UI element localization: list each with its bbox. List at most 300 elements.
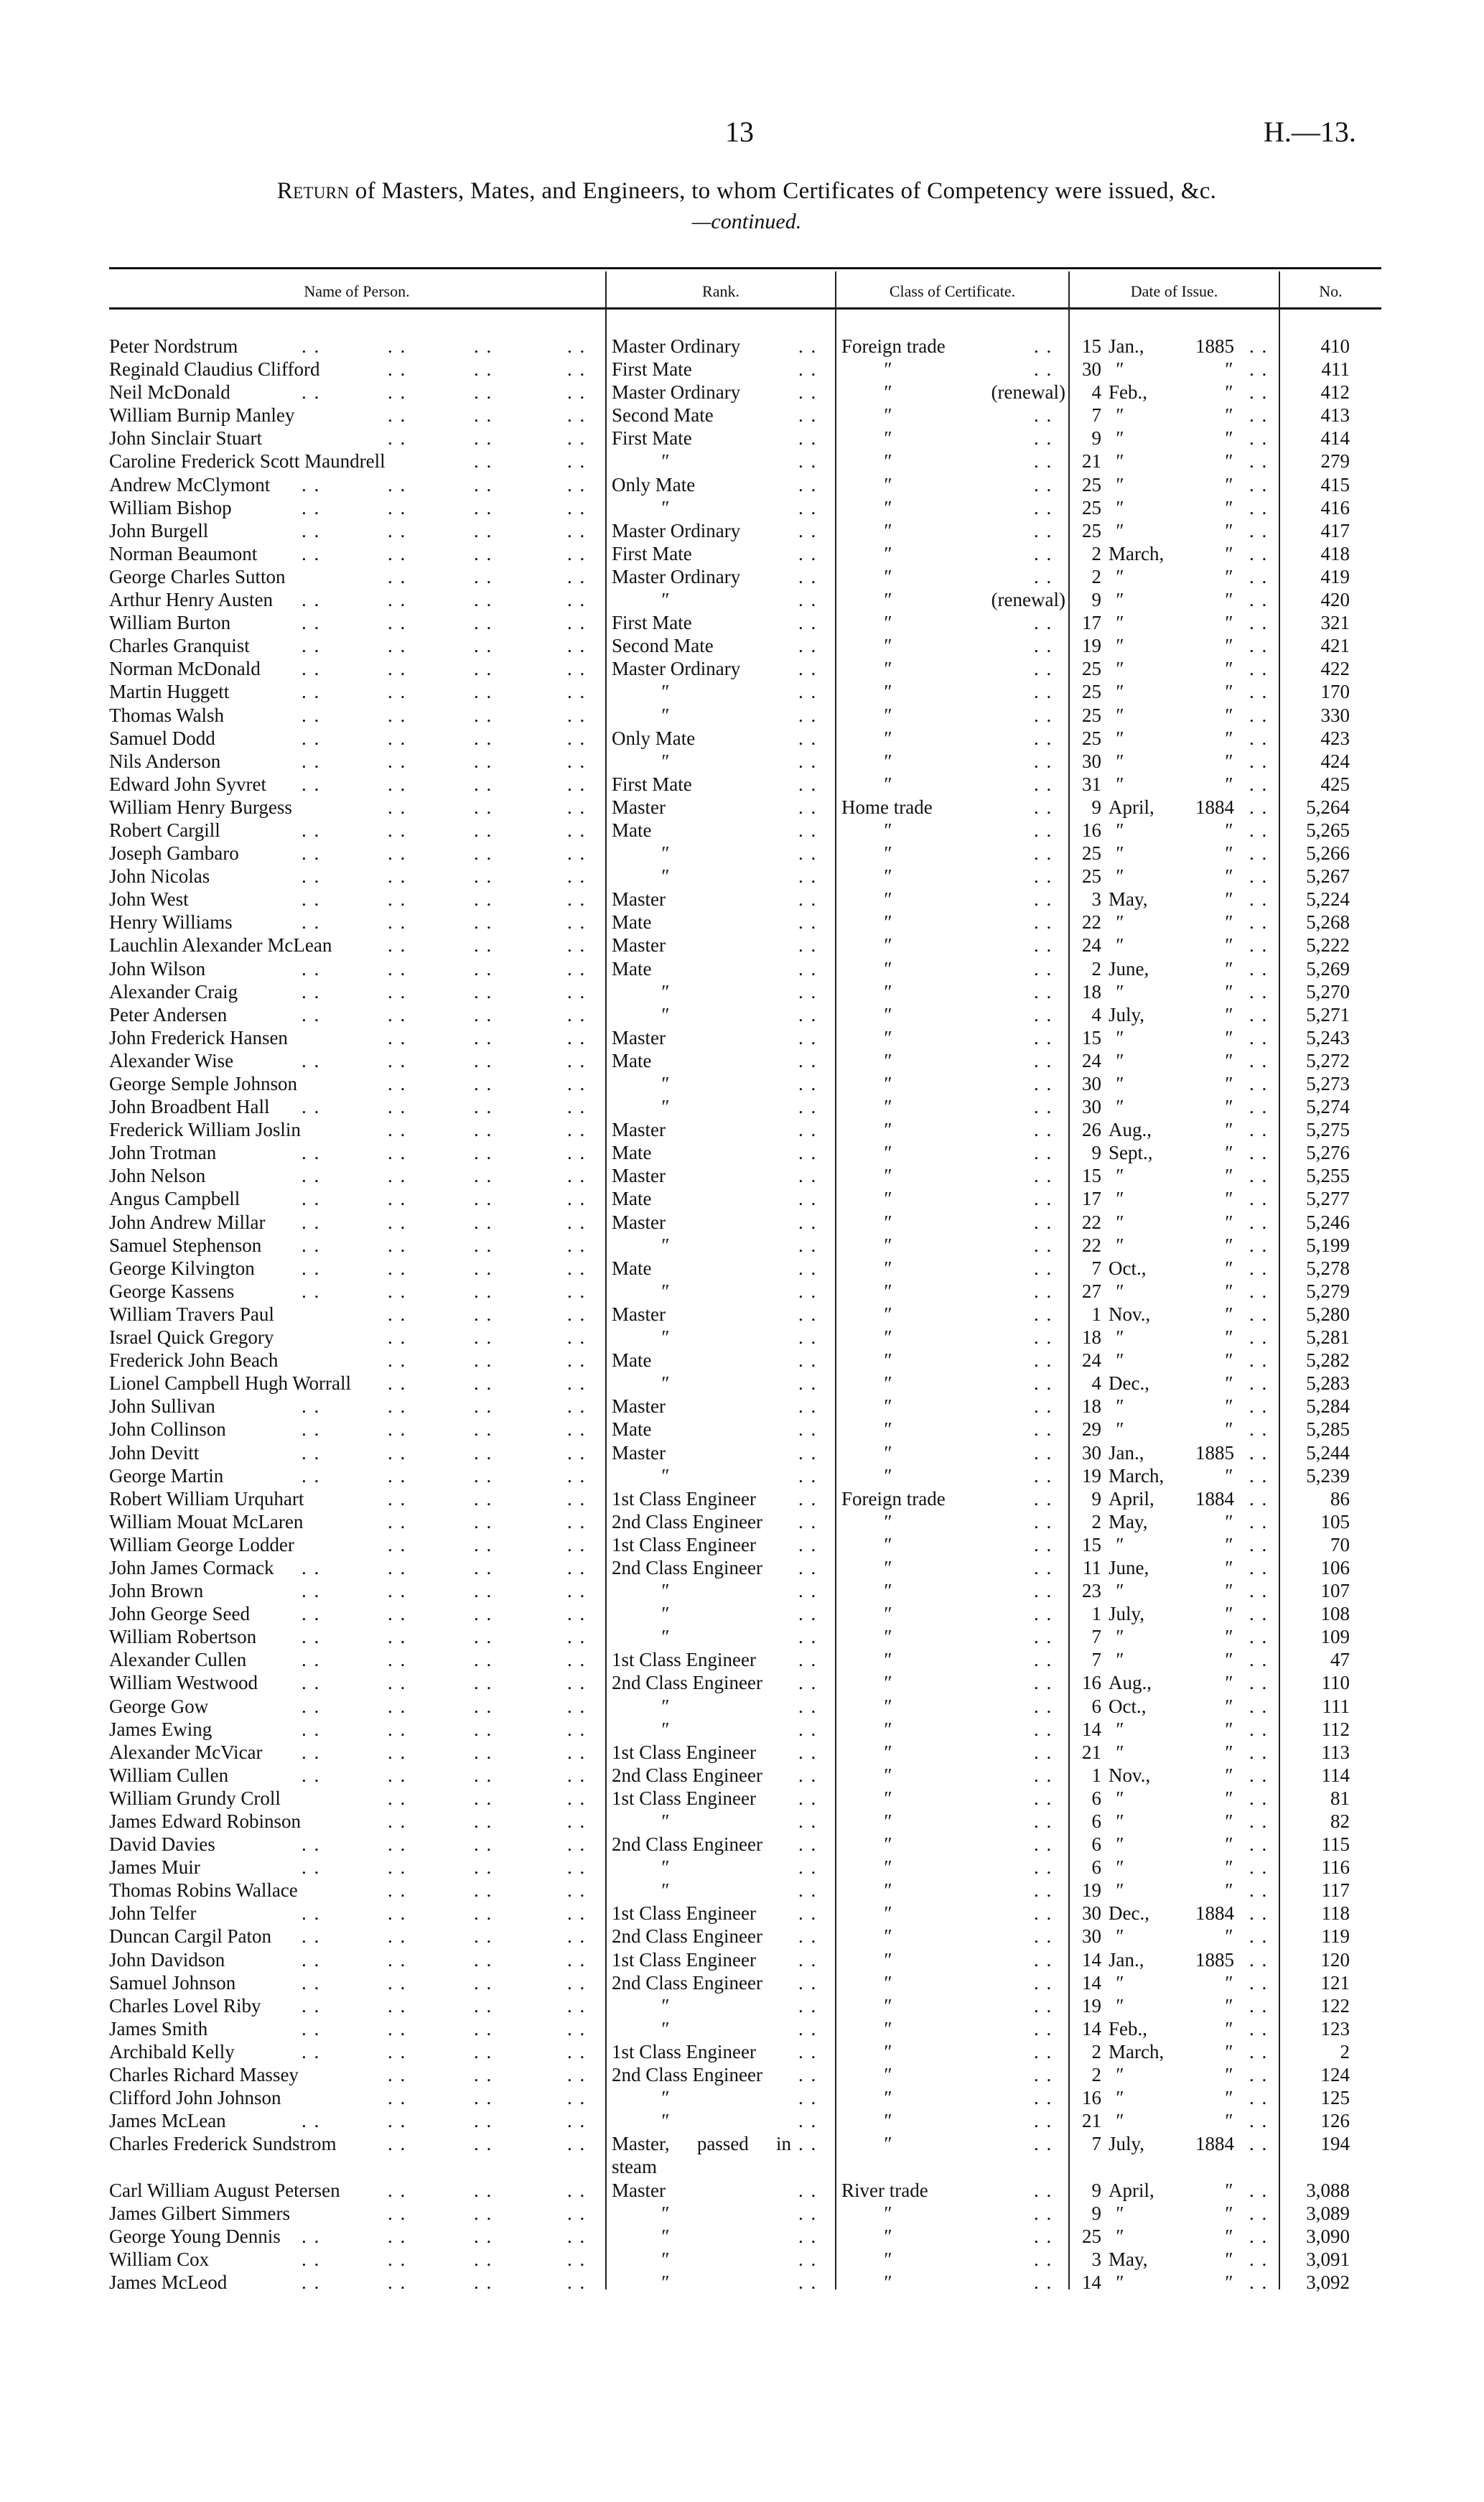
issue-day: 1 — [1091, 1764, 1101, 1786]
certificate-class: ″ — [884, 1188, 892, 1210]
dot-leader: . . — [474, 1833, 493, 1856]
dot-leader: . . — [302, 1441, 321, 1464]
issue-day: 2 — [1091, 542, 1101, 564]
certificate-class: ″ — [884, 2040, 892, 2062]
rank: ″ — [661, 865, 670, 888]
dot-leader: . . — [388, 1326, 407, 1349]
dot-leader: . . — [388, 1764, 407, 1786]
dot-leader: . . — [302, 980, 321, 1003]
dot-leader: . . — [474, 427, 493, 450]
issue-year: ″ — [1225, 542, 1233, 564]
issue-year: ″ — [1225, 2040, 1233, 2062]
issue-month: Oct., — [1109, 1257, 1147, 1279]
person-name: William Robertson — [109, 1626, 257, 1648]
dot-leader: . . — [474, 1510, 493, 1533]
issue-day: 7 — [1091, 2133, 1101, 2155]
certificate-number: 3,091 — [1306, 2248, 1350, 2270]
issue-day: 19 — [1082, 635, 1101, 657]
dot-leader: . . — [1034, 1349, 1053, 1372]
person-name: Edward John Syvret — [109, 773, 266, 795]
dot-leader: . . — [302, 1741, 321, 1763]
person-name: William Burnip Manley — [109, 404, 295, 427]
issue-day: 4 — [1091, 1003, 1101, 1026]
dot-leader: . . — [567, 473, 587, 496]
dot-leader: . . — [1249, 542, 1269, 564]
issue-month: Nov., — [1109, 1764, 1151, 1786]
title-continued: —continued. — [691, 210, 802, 233]
person-name: Norman McDonald — [109, 658, 261, 680]
dot-leader: . . — [567, 450, 587, 473]
dot-leader: . . — [302, 1142, 321, 1164]
rank: First Mate — [612, 773, 692, 795]
certificate-class: ″ — [884, 473, 892, 496]
table-row — [0, 519, 1484, 542]
table-row — [0, 1464, 1484, 1487]
table-row — [0, 796, 1484, 819]
dot-leader: . . — [1034, 1833, 1053, 1856]
table-row — [0, 1049, 1484, 1072]
issue-year: ″ — [1225, 681, 1233, 703]
issue-year: ″ — [1225, 1764, 1233, 1786]
dot-leader: . . — [567, 1580, 587, 1602]
dot-leader: . . — [302, 635, 321, 657]
certificate-class: ″ — [884, 612, 892, 634]
dot-leader: . . — [1034, 1925, 1053, 1948]
issue-day: 19 — [1082, 1464, 1101, 1487]
dot-leader: . . — [1249, 519, 1269, 541]
dot-leader: . . — [567, 1464, 587, 1487]
dot-leader: . . — [798, 1994, 818, 2017]
dot-leader: . . — [567, 1902, 587, 1925]
rank: ″ — [661, 980, 670, 1003]
dot-leader: . . — [1034, 796, 1053, 818]
dot-leader: . . — [567, 1372, 587, 1395]
person-name: Thomas Robins Wallace — [109, 1879, 298, 1902]
rank: 2nd Class Engineer — [612, 1556, 762, 1578]
rank: Only Mate — [612, 473, 696, 496]
table-row — [0, 704, 1484, 727]
issue-year: ″ — [1225, 911, 1233, 934]
certificate-number: 110 — [1321, 1672, 1350, 1694]
rank: 2nd Class Engineer — [612, 1672, 762, 1694]
dot-leader: . . — [474, 704, 493, 726]
person-name: John West — [109, 888, 189, 911]
dot-leader: . . — [798, 1119, 818, 1141]
dot-leader: . . — [567, 773, 587, 795]
issue-day: 9 — [1091, 1142, 1101, 1164]
issue-month: ″ — [1116, 589, 1124, 611]
dot-leader: . . — [1034, 1303, 1053, 1325]
issue-day: 9 — [1091, 427, 1101, 450]
issue-month: March, — [1109, 1464, 1165, 1487]
person-name: John Nelson — [109, 1165, 206, 1187]
issue-year: ″ — [1225, 1925, 1233, 1948]
dot-leader: . . — [302, 1902, 321, 1925]
issue-day: 22 — [1082, 1234, 1101, 1256]
dot-leader: . . — [474, 1441, 493, 1464]
issue-month: ″ — [1116, 2064, 1124, 2086]
dot-leader: . . — [1249, 750, 1269, 772]
issue-day: 30 — [1082, 1925, 1101, 1948]
dot-leader: . . — [388, 2110, 407, 2132]
person-name: John Andrew Millar — [109, 1211, 266, 1233]
dot-leader: . . — [567, 2064, 587, 2086]
dot-leader: . . — [567, 1487, 587, 1510]
dot-leader: . . — [567, 934, 587, 957]
certificate-class: ″ — [884, 496, 892, 518]
dot-leader: . . — [1034, 1764, 1053, 1786]
dot-leader: . . — [567, 519, 587, 541]
dot-leader: . . — [474, 1994, 493, 2017]
issue-year: ″ — [1225, 1533, 1233, 1555]
dot-leader: . . — [388, 612, 407, 634]
issue-year: ″ — [1225, 612, 1233, 634]
table-row — [0, 888, 1484, 911]
rank: Mate — [612, 1257, 652, 1279]
table-row — [0, 1441, 1484, 1464]
dot-leader: . . — [1034, 1533, 1053, 1555]
dot-leader: . . — [1249, 658, 1269, 680]
dot-leader: . . — [474, 1372, 493, 1395]
dot-leader: . . — [567, 1003, 587, 1026]
rank: ″ — [661, 1810, 670, 1832]
dot-leader: . . — [302, 1580, 321, 1602]
dot-leader: . . — [1034, 1626, 1053, 1648]
dot-leader: . . — [302, 819, 321, 841]
rank: ″ — [661, 2248, 670, 2270]
person-name: Thomas Walsh — [109, 704, 225, 726]
dot-leader: . . — [798, 1372, 818, 1395]
certificate-number: 5,285 — [1306, 1418, 1350, 1441]
certificate-number: 410 — [1320, 335, 1350, 357]
dot-leader: . . — [798, 1073, 818, 1094]
certificate-class: ″ — [884, 1787, 892, 1809]
dot-leader: . . — [302, 1603, 321, 1625]
table-row — [0, 1625, 1484, 1648]
table-row — [0, 2225, 1484, 2248]
issue-day: 6 — [1091, 1810, 1101, 1832]
table-row — [0, 1787, 1484, 1810]
issue-month: Oct., — [1109, 1695, 1147, 1717]
person-name: John Sinclair Stuart — [109, 427, 262, 450]
dot-leader: . . — [1034, 496, 1053, 518]
issue-year: ″ — [1225, 842, 1233, 865]
dot-leader: . . — [388, 1441, 407, 1464]
table-row — [0, 588, 1484, 611]
dot-leader: . . — [1034, 335, 1053, 357]
dot-leader: . . — [1034, 2179, 1053, 2201]
table-row — [0, 1095, 1484, 1118]
dot-leader: . . — [388, 1787, 407, 1809]
issue-day: 6 — [1091, 1856, 1101, 1879]
certificate-class: ″ — [884, 842, 892, 865]
dot-leader: . . — [388, 496, 407, 518]
page-number: 13 — [725, 116, 754, 148]
rank: ″ — [661, 1280, 670, 1302]
dot-leader: . . — [798, 934, 818, 957]
person-name: Lionel Campbell Hugh Worrall — [109, 1372, 352, 1395]
dot-leader: . . — [474, 2110, 493, 2132]
issue-month: ″ — [1116, 750, 1124, 772]
dot-leader: . . — [567, 865, 587, 888]
dot-leader: . . — [1249, 1856, 1269, 1879]
certificate-note: (renewal) — [991, 381, 1065, 404]
table-row — [0, 657, 1484, 680]
rank: ″ — [661, 2087, 670, 2109]
dot-leader: . . — [302, 1994, 321, 2017]
dot-leader: . . — [1249, 1349, 1269, 1372]
dot-leader: . . — [567, 2225, 587, 2247]
dot-leader: . . — [388, 773, 407, 795]
issue-day: 15 — [1082, 1533, 1101, 1555]
dot-leader: . . — [798, 1026, 818, 1048]
dot-leader: . . — [798, 1533, 818, 1555]
dot-leader: . . — [1249, 1971, 1269, 1994]
certificate-number: 321 — [1320, 612, 1350, 634]
dot-leader: . . — [1034, 1234, 1053, 1256]
certificate-class: ″ — [884, 1948, 892, 1971]
issue-month: ″ — [1116, 842, 1124, 865]
issue-day: 19 — [1082, 1994, 1101, 2017]
dot-leader: . . — [302, 1234, 321, 1256]
person-name: Charles Frederick Sundstrom — [109, 2133, 337, 2155]
dot-leader: . . — [1034, 473, 1053, 496]
dot-leader: . . — [1249, 496, 1269, 518]
dot-leader: . . — [567, 842, 587, 865]
dot-leader: . . — [798, 1925, 818, 1948]
dot-leader: . . — [388, 957, 407, 980]
certificate-number: 419 — [1320, 565, 1350, 587]
table-row — [0, 335, 1484, 358]
issue-month: ″ — [1116, 358, 1124, 381]
dot-leader: . . — [388, 1833, 407, 1856]
rank: Mate — [612, 957, 652, 980]
issue-year: ″ — [1225, 1211, 1233, 1233]
dot-leader: . . — [567, 635, 587, 657]
issue-day: 3 — [1091, 888, 1101, 911]
certificate-class: ″ — [884, 1003, 892, 1026]
dot-leader: . . — [1034, 2248, 1053, 2270]
issue-month: ″ — [1116, 1049, 1124, 1071]
issue-month: April, — [1109, 796, 1154, 818]
dot-leader: . . — [302, 1948, 321, 1971]
table-row — [0, 358, 1484, 381]
dot-leader: . . — [1249, 1026, 1269, 1048]
issue-month: ″ — [1116, 1718, 1124, 1740]
person-name: William Travers Paul — [109, 1303, 274, 1325]
dot-leader: . . — [474, 519, 493, 541]
issue-year: ″ — [1225, 1003, 1233, 1026]
person-name: John Frederick Hansen — [109, 1026, 288, 1048]
dot-leader: . . — [1249, 2040, 1269, 2062]
dot-leader: . . — [474, 1142, 493, 1164]
dot-leader: . . — [798, 819, 818, 841]
issue-day: 2 — [1091, 957, 1101, 980]
certificate-table — [0, 335, 1484, 2294]
issue-month: ″ — [1116, 1165, 1124, 1187]
certificate-class: ″ — [884, 2202, 892, 2224]
table-row — [0, 1026, 1484, 1049]
dot-leader: . . — [474, 473, 493, 496]
issue-year: ″ — [1225, 980, 1233, 1003]
person-name: Alexander McVicar — [109, 1741, 263, 1763]
dot-leader: . . — [302, 1096, 321, 1118]
dot-leader: . . — [1249, 819, 1269, 841]
issue-day: 22 — [1082, 1211, 1101, 1233]
issue-day: 29 — [1082, 1418, 1101, 1441]
dot-leader: . . — [798, 911, 818, 934]
dot-leader: . . — [798, 1165, 818, 1187]
issue-year: ″ — [1225, 2064, 1233, 2086]
dot-leader: . . — [474, 1718, 493, 1740]
dot-leader: . . — [1034, 1119, 1053, 1141]
dot-leader: . . — [388, 1372, 407, 1395]
dot-leader: . . — [302, 1718, 321, 1740]
dot-leader: . . — [1249, 704, 1269, 726]
person-name: George Kilvington — [109, 1257, 255, 1279]
dot-leader: . . — [388, 1902, 407, 1925]
dot-leader: . . — [1034, 1787, 1053, 1809]
issue-day: 22 — [1082, 911, 1101, 934]
dot-leader: . . — [388, 635, 407, 657]
dot-leader: . . — [1034, 681, 1053, 703]
dot-leader: . . — [798, 1764, 818, 1786]
certificate-number: 3,092 — [1306, 2271, 1350, 2293]
dot-leader: . . — [567, 589, 587, 611]
dot-leader: . . — [798, 565, 818, 587]
dot-leader: . . — [474, 658, 493, 680]
dot-leader: . . — [567, 1741, 587, 1763]
issue-month: July, — [1109, 2133, 1145, 2155]
dot-leader: . . — [388, 1464, 407, 1487]
certificate-class: ″ — [884, 1326, 892, 1349]
dot-leader: . . — [474, 1649, 493, 1671]
issue-year: 1885 — [1195, 1441, 1234, 1464]
dot-leader: . . — [1034, 1418, 1053, 1441]
issue-month: ″ — [1116, 1810, 1124, 1832]
certificate-class: ″ — [884, 1211, 892, 1233]
dot-leader: . . — [302, 519, 321, 541]
dot-leader: . . — [302, 335, 321, 357]
dot-leader: . . — [1034, 1994, 1053, 2017]
issue-day: 23 — [1082, 1580, 1101, 1602]
rank: Master Ordinary — [612, 519, 741, 541]
certificate-class: ″ — [884, 1879, 892, 1902]
issue-year: ″ — [1225, 1580, 1233, 1602]
dot-leader: . . — [567, 1649, 587, 1671]
rank: ″ — [661, 1096, 670, 1118]
certificate-class: ″ — [884, 980, 892, 1003]
dot-leader: . . — [388, 888, 407, 911]
certificate-class: ″ — [884, 635, 892, 657]
certificate-class: ″ — [884, 658, 892, 680]
certificate-number: 113 — [1321, 1741, 1350, 1763]
dot-leader: . . — [1034, 1603, 1053, 1625]
issue-month: Nov., — [1109, 1303, 1151, 1325]
dot-leader: . . — [567, 2248, 587, 2270]
dot-leader: . . — [1034, 957, 1053, 980]
certificate-number: 70 — [1330, 1533, 1350, 1555]
dot-leader: . . — [302, 773, 321, 795]
table-row — [0, 1810, 1484, 1833]
dot-leader: . . — [1249, 1418, 1269, 1441]
dot-leader: . . — [798, 2248, 818, 2270]
dot-leader: . . — [302, 911, 321, 934]
dot-leader: . . — [388, 1142, 407, 1164]
table-row — [0, 2017, 1484, 2040]
certificate-class: ″ — [884, 2017, 892, 2040]
certificate-number: 5,270 — [1306, 980, 1350, 1003]
certificate-number: 5,255 — [1306, 1165, 1350, 1187]
issue-month: March, — [1109, 542, 1165, 564]
dot-leader: . . — [1249, 2271, 1269, 2293]
person-name: Neil McDonald — [109, 381, 230, 404]
dot-leader: . . — [388, 842, 407, 865]
issue-year: ″ — [1225, 865, 1233, 888]
certificate-number: 114 — [1321, 1764, 1350, 1786]
dot-leader: . . — [388, 1418, 407, 1441]
dot-leader: . . — [388, 2248, 407, 2270]
dot-leader: . . — [567, 2087, 587, 2109]
dot-leader: . . — [388, 658, 407, 680]
dot-leader: . . — [798, 1049, 818, 1071]
dot-leader: . . — [388, 404, 407, 427]
rank: ″ — [661, 842, 670, 865]
dot-leader: . . — [798, 2064, 818, 2086]
issue-day: 11 — [1083, 1556, 1101, 1578]
dot-leader: . . — [302, 1649, 321, 1671]
person-name: William Henry Burgess — [109, 796, 292, 818]
dot-leader: . . — [388, 1510, 407, 1533]
dot-leader: . . — [388, 2225, 407, 2247]
table-row — [0, 1902, 1484, 1925]
dot-leader: . . — [388, 934, 407, 957]
issue-day: 18 — [1082, 980, 1101, 1003]
dot-leader: . . — [1249, 1649, 1269, 1671]
dot-leader: . . — [1034, 704, 1053, 726]
dot-leader: . . — [1034, 1395, 1053, 1418]
person-name: John Wilson — [109, 957, 206, 980]
issue-year: ″ — [1225, 358, 1233, 381]
issue-month: Feb., — [1109, 2017, 1147, 2040]
table-row — [0, 1257, 1484, 1280]
table-top-rule — [109, 267, 1381, 269]
issue-year: ″ — [1225, 2110, 1233, 2132]
issue-year: ″ — [1225, 1234, 1233, 1256]
certificate-number: 47 — [1330, 1649, 1350, 1671]
certificate-class: ″ — [884, 957, 892, 980]
dot-leader: . . — [474, 911, 493, 934]
person-name: Peter Nordstrum — [109, 335, 238, 357]
dot-leader: . . — [798, 2087, 818, 2109]
rank: ″ — [661, 681, 670, 703]
dot-leader: . . — [1249, 2064, 1269, 2086]
issue-day: 25 — [1082, 842, 1101, 865]
document-title — [108, 178, 1386, 205]
person-name: Henry Williams — [109, 911, 233, 934]
person-name: Archibald Kelly — [109, 2040, 235, 2062]
dot-leader: . . — [1249, 1603, 1269, 1625]
rank: ″ — [661, 2202, 670, 2224]
dot-leader: . . — [567, 2040, 587, 2062]
dot-leader: . . — [567, 1718, 587, 1740]
issue-year: 1884 — [1195, 1487, 1234, 1510]
dot-leader: . . — [798, 957, 818, 980]
dot-leader: . . — [798, 1810, 818, 1832]
dot-leader: . . — [388, 1810, 407, 1832]
dot-leader: . . — [388, 2202, 407, 2224]
issue-month: Dec., — [1109, 1372, 1149, 1395]
